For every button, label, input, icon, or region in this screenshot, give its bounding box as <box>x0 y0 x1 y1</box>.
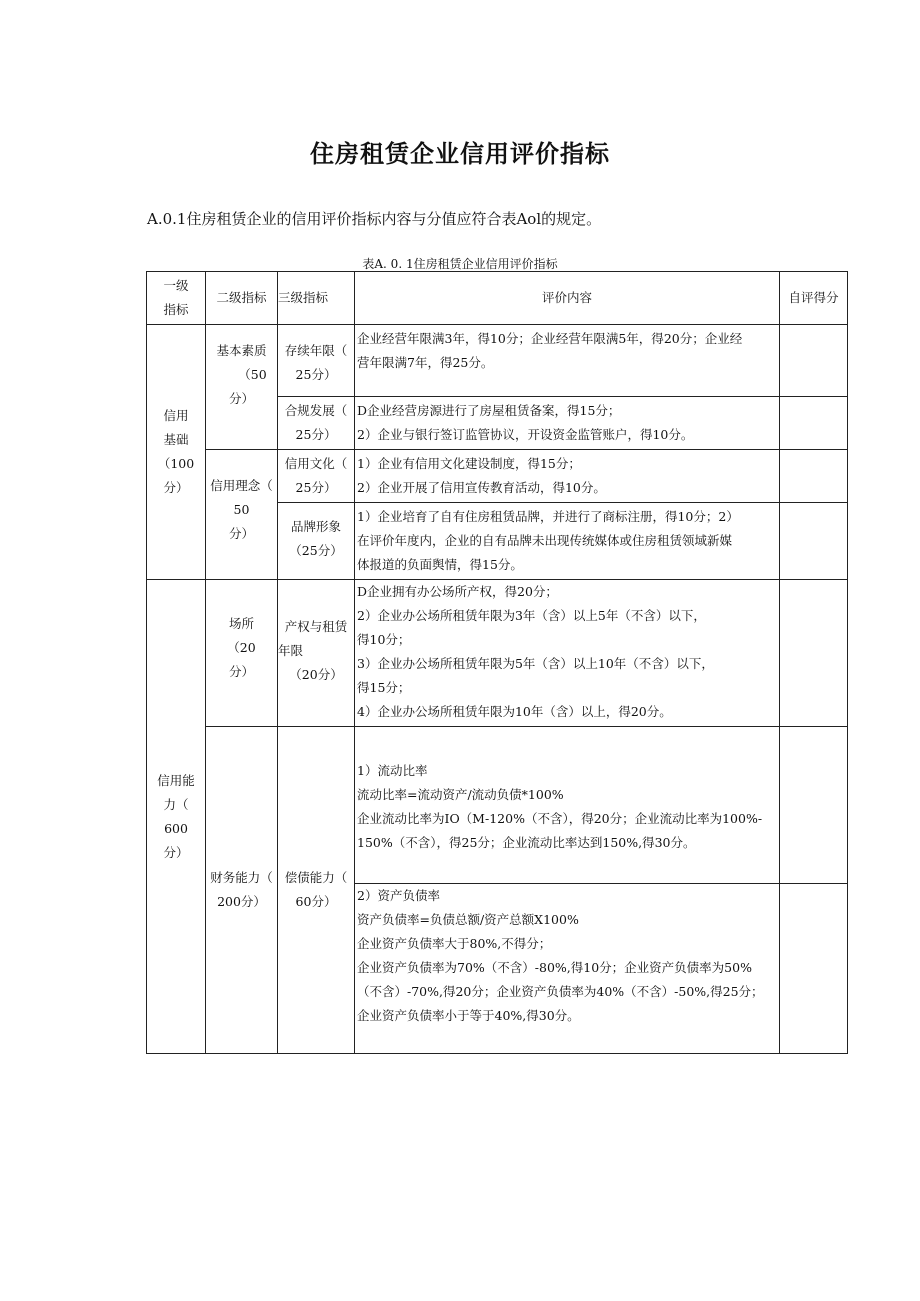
content-line: 营年限满7年，得25分。 <box>357 355 494 370</box>
content-line: 企业流动比率为IO（M-120%（不含），得20分；企业流动比率为100%- <box>357 811 763 826</box>
l2-line: 200分） <box>217 894 266 909</box>
self-score-cell[interactable] <box>780 884 848 1054</box>
header-level1-line2: 指标 <box>163 302 189 317</box>
l3-line: 产权与租赁 <box>284 619 348 634</box>
content-compliance <box>355 397 780 450</box>
l1-line: （100 <box>157 456 195 471</box>
l2-basic-quality <box>206 325 278 450</box>
l1-line: 信用 <box>163 408 189 423</box>
content-current-ratio <box>355 727 780 884</box>
l1-line: 力（ <box>163 796 189 812</box>
content-line: 1）企业培育了自有住房租赁品牌，并进行了商标注册，得10分；2） <box>357 509 739 524</box>
l3-line: 25分） <box>295 427 337 442</box>
content-debt-ratio <box>355 884 780 1054</box>
l3-line: （20分） <box>289 667 343 682</box>
document-title: 住房租赁企业信用评价指标 <box>310 140 610 168</box>
header-level1-line1: 一级 <box>163 278 189 293</box>
header-level3: 三级指标 <box>278 272 355 325</box>
content-line: 企业资产负债率小于等于40%,得30分。 <box>357 1008 580 1023</box>
l3-line: 合规发展（ <box>284 403 348 418</box>
content-line: 企业资产负债率大于80%,不得分； <box>357 936 552 951</box>
header-level1 <box>147 272 206 325</box>
content-line: 1）流动比率 <box>357 763 428 778</box>
content-property-lease <box>355 580 780 727</box>
table-row <box>147 325 848 397</box>
l3-compliance <box>278 397 355 450</box>
content-line: 资产负债率=负债总额/资产总额X100% <box>357 912 579 927</box>
l3-solvency <box>278 727 355 1054</box>
l2-financial-capability <box>206 727 278 1054</box>
l2-line: （20 <box>227 640 256 655</box>
content-line: 150%（不含），得25分；企业流动比率达到150%,得30分。 <box>357 835 696 850</box>
content-line: 4）企业办公场所租赁年限为10年（含）以上，得20分。 <box>357 704 672 719</box>
l1-credit-capability <box>147 580 206 1054</box>
content-line: 2）企业与银行签订监管协议，开设资金监管账户，得10分。 <box>357 427 694 442</box>
l2-line: 分） <box>228 526 254 541</box>
l2-line: 基本素质 <box>216 343 267 358</box>
intro-paragraph: A.0.1住房租赁企业的信用评价指标内容与分值应符合表Aol的规定。 <box>147 210 602 228</box>
l3-line: 25分） <box>295 480 337 495</box>
l3-line: 偿债能力（ <box>284 870 348 885</box>
content-line: 流动比率=流动资产/流动负债*100% <box>357 787 564 802</box>
content-line: 2）企业办公场所租赁年限为3年（含）以上5年（不含）以下， <box>357 608 706 623</box>
content-line: D企业拥有办公场所产权，得20分； <box>357 584 558 599</box>
l1-line: 基础 <box>163 432 189 447</box>
table-header-row <box>147 272 848 325</box>
l1-line: 600 <box>164 820 188 836</box>
header-score: 自评得分 <box>780 272 848 325</box>
header-level2: 二级指标 <box>206 272 278 325</box>
table-row <box>147 450 848 503</box>
l3-brand-image <box>278 503 355 580</box>
self-score-cell[interactable] <box>780 727 848 884</box>
table-row <box>147 580 848 727</box>
content-line: 2）企业开展了信用宣传教育活动，得10分。 <box>357 480 606 495</box>
l2-line: 信用理念（ <box>210 478 273 493</box>
self-score-cell[interactable] <box>780 580 848 727</box>
content-line: （不含）-70%,得20分；企业资产负债率为40%（不含）-50%,得25分； <box>357 984 764 999</box>
content-line: 得15分； <box>357 680 411 695</box>
content-credit-culture <box>355 450 780 503</box>
l3-line: 信用文化（ <box>284 456 348 471</box>
l1-line: 分） <box>163 844 189 860</box>
self-score-cell[interactable] <box>780 450 848 503</box>
credit-indicator-table <box>146 271 848 1054</box>
l2-line: 分） <box>228 391 254 406</box>
l1-line: 分） <box>163 480 189 495</box>
l2-credit-philosophy <box>206 450 278 580</box>
l2-line: 财务能力（ <box>210 870 273 885</box>
table-row <box>147 727 848 884</box>
l3-duration <box>278 325 355 397</box>
content-brand-image <box>355 503 780 580</box>
content-line: 在评价年度内，企业的自有品牌未出现传统媒体或住房租赁领域新媒 <box>357 533 733 548</box>
content-line: D企业经营房源进行了房屋租赁备案，得15分； <box>357 403 621 418</box>
l2-premises <box>206 580 278 727</box>
l3-property-lease <box>278 580 355 727</box>
l3-credit-culture <box>278 450 355 503</box>
content-line: 2）资产负债率 <box>357 888 440 903</box>
l3-line: （25分） <box>289 543 343 558</box>
l3-line: 60分） <box>295 894 337 909</box>
l3-line: 25分） <box>295 367 337 382</box>
l1-line: 信用能 <box>157 772 195 788</box>
l2-line: （50 <box>238 367 267 382</box>
l2-line: 分） <box>228 664 254 679</box>
content-line: 企业经营年限满3年，得10分；企业经营年限满5年，得20分；企业经 <box>357 331 743 346</box>
header-content: 评价内容 <box>355 272 780 325</box>
table-caption: 表A. 0. 1住房租赁企业信用评价指标 <box>362 257 558 271</box>
content-line: 得10分； <box>357 632 411 647</box>
content-line: 企业资产负债率为70%（不含）-80%,得10分；企业资产负债率为50% <box>357 960 752 975</box>
l3-line: 品牌形象 <box>290 519 341 534</box>
l2-line: 50 <box>233 502 250 517</box>
l1-credit-basis <box>147 325 206 580</box>
content-duration <box>355 325 780 397</box>
content-line: 3）企业办公场所租赁年限为5年（含）以上10年（不含）以下， <box>357 656 714 671</box>
l3-line: 年限 <box>278 643 304 658</box>
l2-line: 场所 <box>228 616 254 631</box>
content-line: 体报道的负面舆情，得15分。 <box>357 557 523 572</box>
self-score-cell[interactable] <box>780 503 848 580</box>
self-score-cell[interactable] <box>780 397 848 450</box>
self-score-cell[interactable] <box>780 325 848 397</box>
content-line: 1）企业有信用文化建设制度，得15分； <box>357 456 581 471</box>
l3-line: 存续年限（ <box>284 343 348 358</box>
